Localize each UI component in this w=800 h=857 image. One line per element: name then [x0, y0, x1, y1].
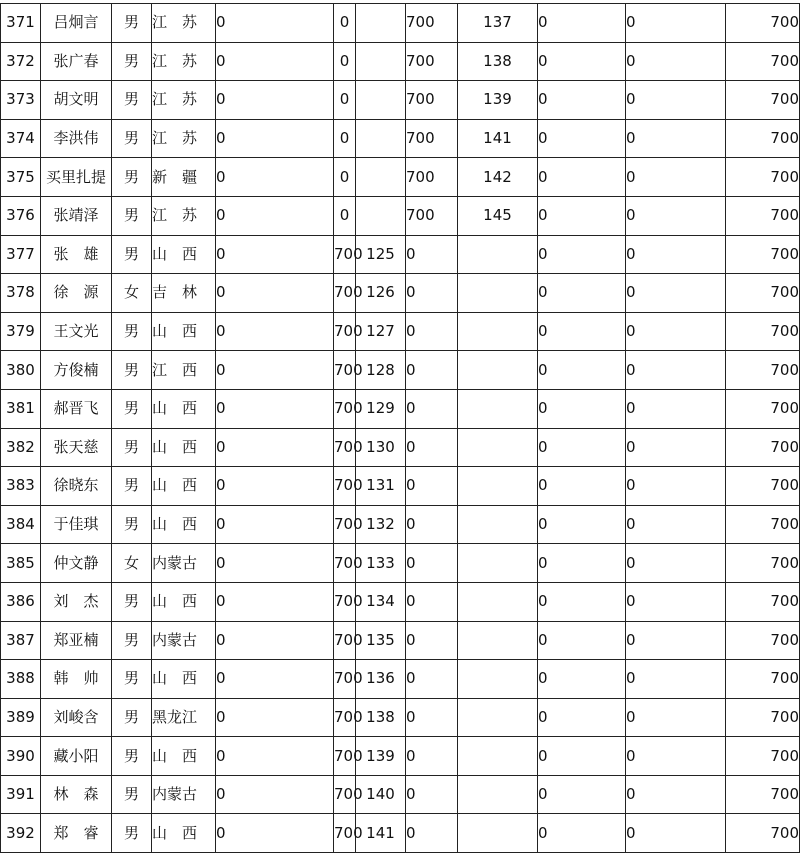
- cell-v1: 0: [216, 467, 334, 506]
- table-row: [1, 274, 800, 313]
- cell-gender: 男: [112, 737, 152, 776]
- table-row: [1, 312, 800, 351]
- cell-v3: [356, 81, 406, 120]
- cell-index: 374: [1, 119, 41, 158]
- cell-index: 391: [1, 775, 41, 814]
- cell-v5: [458, 544, 538, 583]
- cell-v5: 145: [458, 196, 538, 235]
- cell-v1: 0: [216, 81, 334, 120]
- cell-province: 江 苏: [152, 196, 216, 235]
- cell-v1: 0: [216, 544, 334, 583]
- cell-index: 384: [1, 505, 41, 544]
- cell-province: 江 西: [152, 351, 216, 390]
- table-row: [1, 4, 800, 43]
- cell-province: 江 苏: [152, 4, 216, 43]
- cell-v7: 0: [626, 428, 726, 467]
- cell-v8: 700: [726, 351, 800, 390]
- cell-gender: 男: [112, 158, 152, 197]
- cell-gender: 男: [112, 467, 152, 506]
- cell-v3: [356, 119, 406, 158]
- cell-v5: [458, 737, 538, 776]
- cell-index: 379: [1, 312, 41, 351]
- cell-v6: 0: [538, 196, 626, 235]
- cell-v2: 700: [334, 351, 356, 390]
- cell-v3: 141: [356, 814, 406, 853]
- cell-v5: 142: [458, 158, 538, 197]
- cell-v5: 141: [458, 119, 538, 158]
- cell-gender: 男: [112, 351, 152, 390]
- cell-v3: [356, 158, 406, 197]
- cell-v5: [458, 582, 538, 621]
- cell-v3: 127: [356, 312, 406, 351]
- cell-v3: 138: [356, 698, 406, 737]
- cell-v6: 0: [538, 42, 626, 81]
- cell-v6: 0: [538, 621, 626, 660]
- cell-index: 386: [1, 582, 41, 621]
- table-row: [1, 467, 800, 506]
- cell-v6: 0: [538, 582, 626, 621]
- cell-v3: 130: [356, 428, 406, 467]
- cell-v8: 700: [726, 737, 800, 776]
- cell-v5: 139: [458, 81, 538, 120]
- cell-province: 内蒙古: [152, 775, 216, 814]
- cell-v2: 700: [334, 312, 356, 351]
- cell-name: 胡文明: [41, 81, 112, 120]
- table-row: [1, 42, 800, 81]
- cell-v1: 0: [216, 312, 334, 351]
- cell-v2: 700: [334, 467, 356, 506]
- cell-v8: 700: [726, 158, 800, 197]
- cell-v4: 0: [406, 660, 458, 699]
- cell-v2: 700: [334, 775, 356, 814]
- cell-v4: 700: [406, 119, 458, 158]
- cell-index: 389: [1, 698, 41, 737]
- cell-v1: 0: [216, 582, 334, 621]
- cell-v5: [458, 467, 538, 506]
- cell-index: 376: [1, 196, 41, 235]
- cell-v4: 0: [406, 775, 458, 814]
- cell-v2: 700: [334, 274, 356, 313]
- cell-v2: 700: [334, 737, 356, 776]
- cell-province: 山 西: [152, 582, 216, 621]
- cell-v5: [458, 814, 538, 853]
- cell-v7: 0: [626, 274, 726, 313]
- cell-v6: 0: [538, 351, 626, 390]
- cell-v5: [458, 274, 538, 313]
- cell-v1: 0: [216, 119, 334, 158]
- cell-v7: 0: [626, 196, 726, 235]
- cell-gender: 男: [112, 81, 152, 120]
- cell-province: 山 西: [152, 505, 216, 544]
- table-row: [1, 196, 800, 235]
- table-row: [1, 389, 800, 428]
- cell-province: 江 苏: [152, 81, 216, 120]
- cell-province: 山 西: [152, 660, 216, 699]
- cell-index: 371: [1, 4, 41, 43]
- cell-gender: 男: [112, 775, 152, 814]
- cell-v5: [458, 235, 538, 274]
- cell-v7: 0: [626, 4, 726, 43]
- cell-v2: 700: [334, 389, 356, 428]
- cell-v1: 0: [216, 274, 334, 313]
- cell-v5: [458, 351, 538, 390]
- cell-v8: 700: [726, 42, 800, 81]
- table-row: [1, 698, 800, 737]
- cell-index: 383: [1, 467, 41, 506]
- cell-v7: 0: [626, 351, 726, 390]
- cell-v4: 0: [406, 621, 458, 660]
- cell-v8: 700: [726, 544, 800, 583]
- cell-v6: 0: [538, 158, 626, 197]
- table-row: [1, 351, 800, 390]
- cell-v8: 700: [726, 196, 800, 235]
- cell-v1: 0: [216, 814, 334, 853]
- cell-v7: 0: [626, 698, 726, 737]
- cell-gender: 女: [112, 544, 152, 583]
- cell-v7: 0: [626, 119, 726, 158]
- cell-v3: 135: [356, 621, 406, 660]
- cell-name: 张广春: [41, 42, 112, 81]
- cell-v4: 0: [406, 544, 458, 583]
- cell-v6: 0: [538, 505, 626, 544]
- cell-v1: 0: [216, 505, 334, 544]
- cell-v3: 125: [356, 235, 406, 274]
- cell-v3: 131: [356, 467, 406, 506]
- cell-v7: 0: [626, 42, 726, 81]
- cell-name: 张 雄: [41, 235, 112, 274]
- cell-v5: [458, 660, 538, 699]
- cell-province: 江 苏: [152, 42, 216, 81]
- cell-v1: 0: [216, 389, 334, 428]
- cell-index: 372: [1, 42, 41, 81]
- cell-v3: 139: [356, 737, 406, 776]
- cell-name: 徐晓东: [41, 467, 112, 506]
- cell-v8: 700: [726, 467, 800, 506]
- cell-v5: [458, 621, 538, 660]
- cell-name: 郝晋飞: [41, 389, 112, 428]
- cell-v7: 0: [626, 582, 726, 621]
- cell-gender: 男: [112, 312, 152, 351]
- cell-v4: 0: [406, 351, 458, 390]
- cell-name: 徐 源: [41, 274, 112, 313]
- cell-v4: 700: [406, 196, 458, 235]
- cell-v4: 700: [406, 81, 458, 120]
- cell-province: 黑龙江: [152, 698, 216, 737]
- cell-v5: [458, 505, 538, 544]
- cell-v3: 134: [356, 582, 406, 621]
- cell-v1: 0: [216, 196, 334, 235]
- cell-province: 江 苏: [152, 119, 216, 158]
- cell-v4: 0: [406, 235, 458, 274]
- cell-v1: 0: [216, 698, 334, 737]
- cell-v8: 700: [726, 312, 800, 351]
- cell-gender: 男: [112, 196, 152, 235]
- cell-v5: 138: [458, 42, 538, 81]
- cell-province: 山 西: [152, 737, 216, 776]
- cell-index: 390: [1, 737, 41, 776]
- table-row: [1, 544, 800, 583]
- cell-v8: 700: [726, 81, 800, 120]
- cell-v8: 700: [726, 274, 800, 313]
- cell-gender: 男: [112, 389, 152, 428]
- cell-index: 388: [1, 660, 41, 699]
- cell-province: 山 西: [152, 235, 216, 274]
- cell-gender: 女: [112, 274, 152, 313]
- cell-v8: 700: [726, 428, 800, 467]
- cell-gender: 男: [112, 42, 152, 81]
- cell-v4: 700: [406, 158, 458, 197]
- cell-v2: 700: [334, 235, 356, 274]
- cell-v3: 129: [356, 389, 406, 428]
- cell-province: 内蒙古: [152, 544, 216, 583]
- cell-v7: 0: [626, 621, 726, 660]
- table-row: [1, 660, 800, 699]
- cell-v6: 0: [538, 4, 626, 43]
- cell-v6: 0: [538, 389, 626, 428]
- cell-v5: [458, 698, 538, 737]
- cell-province: 新 疆: [152, 158, 216, 197]
- cell-v8: 700: [726, 119, 800, 158]
- cell-v8: 700: [726, 814, 800, 853]
- table-row: [1, 158, 800, 197]
- cell-gender: 男: [112, 698, 152, 737]
- cell-index: 373: [1, 81, 41, 120]
- cell-v1: 0: [216, 660, 334, 699]
- cell-v3: 136: [356, 660, 406, 699]
- cell-v3: 126: [356, 274, 406, 313]
- cell-v8: 700: [726, 505, 800, 544]
- cell-v6: 0: [538, 698, 626, 737]
- cell-v4: 0: [406, 582, 458, 621]
- cell-v5: [458, 775, 538, 814]
- cell-v7: 0: [626, 505, 726, 544]
- cell-v8: 700: [726, 621, 800, 660]
- cell-v1: 0: [216, 351, 334, 390]
- cell-name: 藏小阳: [41, 737, 112, 776]
- cell-v8: 700: [726, 660, 800, 699]
- cell-v6: 0: [538, 312, 626, 351]
- table-row: [1, 814, 800, 853]
- cell-name: 方俊楠: [41, 351, 112, 390]
- table-row: [1, 737, 800, 776]
- cell-province: 内蒙古: [152, 621, 216, 660]
- cell-v7: 0: [626, 312, 726, 351]
- cell-gender: 男: [112, 660, 152, 699]
- cell-gender: 男: [112, 814, 152, 853]
- cell-province: 山 西: [152, 467, 216, 506]
- cell-index: 382: [1, 428, 41, 467]
- cell-index: 377: [1, 235, 41, 274]
- data-table: [0, 3, 800, 853]
- cell-gender: 男: [112, 235, 152, 274]
- cell-v4: 0: [406, 737, 458, 776]
- cell-v4: 0: [406, 698, 458, 737]
- cell-gender: 男: [112, 428, 152, 467]
- cell-v2: 0: [334, 119, 356, 158]
- cell-index: 380: [1, 351, 41, 390]
- cell-v3: 132: [356, 505, 406, 544]
- cell-v8: 700: [726, 698, 800, 737]
- cell-v1: 0: [216, 737, 334, 776]
- cell-v7: 0: [626, 81, 726, 120]
- cell-name: 张天慈: [41, 428, 112, 467]
- cell-v6: 0: [538, 814, 626, 853]
- cell-v7: 0: [626, 660, 726, 699]
- cell-v3: 133: [356, 544, 406, 583]
- cell-v1: 0: [216, 158, 334, 197]
- cell-v6: 0: [538, 467, 626, 506]
- cell-v1: 0: [216, 621, 334, 660]
- cell-v6: 0: [538, 775, 626, 814]
- cell-v2: 700: [334, 582, 356, 621]
- cell-v8: 700: [726, 235, 800, 274]
- cell-name: 刘峻含: [41, 698, 112, 737]
- cell-v7: 0: [626, 389, 726, 428]
- cell-v8: 700: [726, 582, 800, 621]
- cell-index: 385: [1, 544, 41, 583]
- cell-v8: 700: [726, 775, 800, 814]
- cell-v4: 0: [406, 274, 458, 313]
- cell-v4: 0: [406, 312, 458, 351]
- cell-v2: 700: [334, 814, 356, 853]
- cell-gender: 男: [112, 621, 152, 660]
- cell-v5: [458, 389, 538, 428]
- cell-v3: [356, 4, 406, 43]
- cell-index: 387: [1, 621, 41, 660]
- cell-name: 于佳琪: [41, 505, 112, 544]
- cell-name: 李洪伟: [41, 119, 112, 158]
- cell-v6: 0: [538, 544, 626, 583]
- cell-v6: 0: [538, 660, 626, 699]
- cell-v4: 0: [406, 814, 458, 853]
- cell-name: 张靖泽: [41, 196, 112, 235]
- cell-gender: 男: [112, 119, 152, 158]
- cell-province: 吉 林: [152, 274, 216, 313]
- cell-v2: 700: [334, 660, 356, 699]
- cell-v2: 0: [334, 42, 356, 81]
- table-row: [1, 235, 800, 274]
- table-row: [1, 81, 800, 120]
- cell-v1: 0: [216, 235, 334, 274]
- cell-name: 韩 帅: [41, 660, 112, 699]
- cell-v1: 0: [216, 775, 334, 814]
- cell-name: 吕炯言: [41, 4, 112, 43]
- table-body: [1, 4, 800, 853]
- cell-v7: 0: [626, 467, 726, 506]
- cell-name: 林 森: [41, 775, 112, 814]
- cell-v5: [458, 428, 538, 467]
- cell-name: 仲文静: [41, 544, 112, 583]
- cell-v4: 0: [406, 428, 458, 467]
- cell-v1: 0: [216, 428, 334, 467]
- table-row: [1, 505, 800, 544]
- cell-province: 山 西: [152, 428, 216, 467]
- cell-v4: 700: [406, 4, 458, 43]
- cell-v7: 0: [626, 775, 726, 814]
- cell-v1: 0: [216, 4, 334, 43]
- cell-gender: 男: [112, 505, 152, 544]
- cell-name: 郑 睿: [41, 814, 112, 853]
- cell-v6: 0: [538, 428, 626, 467]
- cell-v6: 0: [538, 81, 626, 120]
- cell-v2: 0: [334, 196, 356, 235]
- cell-v4: 700: [406, 42, 458, 81]
- cell-v8: 700: [726, 4, 800, 43]
- cell-v7: 0: [626, 814, 726, 853]
- table-row: [1, 775, 800, 814]
- cell-v7: 0: [626, 737, 726, 776]
- cell-v8: 700: [726, 389, 800, 428]
- cell-v3: 140: [356, 775, 406, 814]
- cell-name: 王文光: [41, 312, 112, 351]
- cell-v2: 700: [334, 621, 356, 660]
- cell-v2: 0: [334, 4, 356, 43]
- cell-index: 381: [1, 389, 41, 428]
- cell-v2: 700: [334, 544, 356, 583]
- cell-v4: 0: [406, 389, 458, 428]
- cell-v2: 700: [334, 428, 356, 467]
- cell-province: 山 西: [152, 814, 216, 853]
- cell-v6: 0: [538, 119, 626, 158]
- cell-v6: 0: [538, 737, 626, 776]
- cell-gender: 男: [112, 4, 152, 43]
- cell-v2: 700: [334, 505, 356, 544]
- table-row: [1, 621, 800, 660]
- cell-v4: 0: [406, 467, 458, 506]
- cell-v1: 0: [216, 42, 334, 81]
- cell-v6: 0: [538, 274, 626, 313]
- cell-v5: 137: [458, 4, 538, 43]
- cell-index: 392: [1, 814, 41, 853]
- cell-index: 375: [1, 158, 41, 197]
- cell-v2: 0: [334, 81, 356, 120]
- cell-index: 378: [1, 274, 41, 313]
- cell-v5: [458, 312, 538, 351]
- cell-v7: 0: [626, 158, 726, 197]
- cell-province: 山 西: [152, 312, 216, 351]
- cell-v3: [356, 196, 406, 235]
- cell-v4: 0: [406, 505, 458, 544]
- cell-v7: 0: [626, 235, 726, 274]
- cell-v2: 700: [334, 698, 356, 737]
- cell-v3: [356, 42, 406, 81]
- cell-v7: 0: [626, 544, 726, 583]
- table-row: [1, 428, 800, 467]
- cell-name: 买里扎提: [41, 158, 112, 197]
- cell-name: 郑亚楠: [41, 621, 112, 660]
- cell-name: 刘 杰: [41, 582, 112, 621]
- cell-v2: 0: [334, 158, 356, 197]
- cell-v3: 128: [356, 351, 406, 390]
- cell-province: 山 西: [152, 389, 216, 428]
- cell-gender: 男: [112, 582, 152, 621]
- table-row: [1, 119, 800, 158]
- table-row: [1, 582, 800, 621]
- cell-v6: 0: [538, 235, 626, 274]
